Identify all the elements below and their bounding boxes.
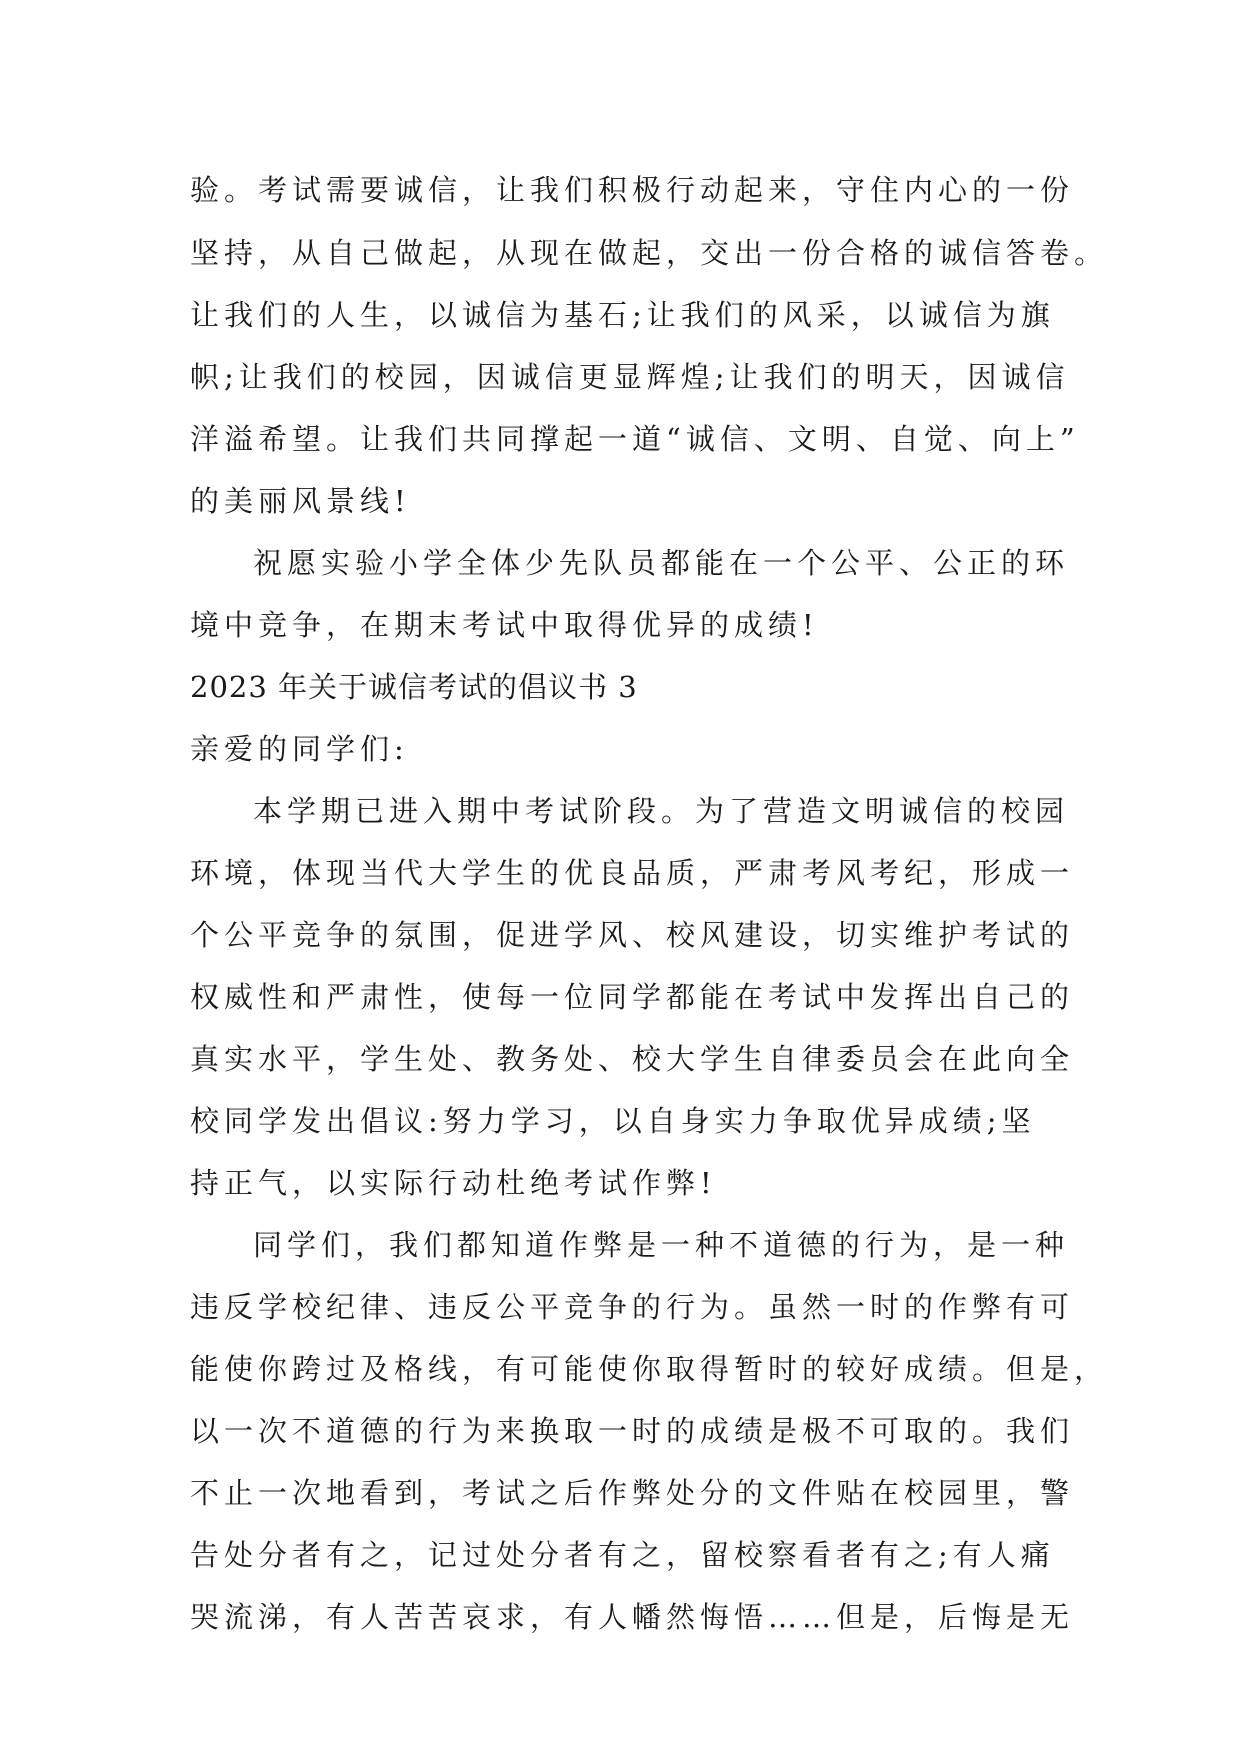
body-text-line: 以一次不道德的行为来换取一时的成绩是极不可取的。我们 [190,1414,1075,1448]
body-text-line: 洋溢希望。让我们共同撑起一道“诚信、文明、自觉、向上” [190,422,1080,456]
body-text-line: 的美丽风景线! [190,484,411,518]
paragraph-first-line: 同学们，我们都知道作弊是一种不道德的行为，是一种 [253,1228,1070,1262]
body-text-line: 帜;让我们的校园，因诚信更显辉煌;让我们的明天，因诚信 [190,360,1070,394]
body-text-line: 验。考试需要诚信，让我们积极行动起来，守住内心的一份 [190,173,1075,207]
body-text-line: 校同学发出倡议:努力学习，以自身实力争取优异成绩;坚 [190,1104,1036,1138]
section-heading: 2023 年关于诚信考试的倡议书 3 [190,670,638,704]
body-text-line: 不止一次地看到，考试之后作弊处分的文件贴在校园里，警 [190,1476,1075,1510]
paragraph-first-line: 本学期已进入期中考试阶段。为了营造文明诚信的校园 [253,794,1070,828]
paragraph-first-line: 祝愿实验小学全体少先队员都能在一个公平、公正的环 [253,546,1070,580]
body-text-line: 个公平竞争的氛围，促进学风、校风建设，切实维护考试的 [190,918,1075,952]
body-text-line: 境中竞争，在期末考试中取得优异的成绩! [190,608,819,642]
body-text-line: 告处分者有之，记过处分者有之，留校察看者有之;有人痛 [190,1538,1055,1572]
body-text-line: 让我们的人生，以诚信为基石;让我们的风采，以诚信为旗 [190,298,1055,332]
document-body [190,159,1109,1648]
body-text-line: 真实水平，学生处、教务处、校大学生自律委员会在此向全 [190,1042,1075,1076]
salutation: 亲爱的同学们: [190,732,409,766]
body-text-line: 能使你跨过及格线，有可能使你取得暂时的较好成绩。但是， [190,1352,1109,1386]
body-text-line: 哭流涕，有人苦苦哀求，有人幡然悔悟……但是，后悔是无 [190,1600,1075,1634]
body-text-line: 持正气，以实际行动杜绝考试作弊! [190,1166,717,1200]
body-text-line: 坚持，从自己做起，从现在做起，交出一份合格的诚信答卷。 [190,236,1109,270]
body-text-line: 权威性和严肃性，使每一位同学都能在考试中发挥出自己的 [190,980,1075,1014]
body-text-line: 违反学校纪律、违反公平竞争的行为。虽然一时的作弊有可 [190,1290,1075,1324]
body-text-line: 环境，体现当代大学生的优良品质，严肃考风考纪，形成一 [190,856,1075,890]
